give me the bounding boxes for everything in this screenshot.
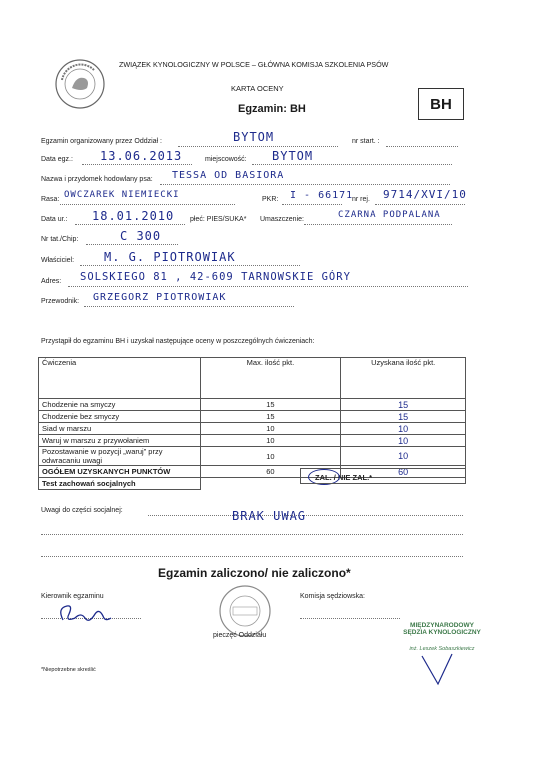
- association-logo: [54, 58, 106, 110]
- row-name: Chodzenie na smyczy: [39, 399, 201, 411]
- dob-value: 18.01.2010: [92, 209, 175, 223]
- row-max: 10: [200, 423, 341, 435]
- name-line: [160, 184, 450, 185]
- header-max: Max. ilość pkt.: [200, 358, 341, 399]
- rasa-line: [60, 204, 235, 205]
- judge-stamp-line2: SĘDZIA KYNOLOGICZNY: [403, 629, 481, 636]
- judge-stamp-line1: MIĘDZYNARODOWY: [410, 622, 474, 629]
- sex-label: płeć: PIES/SUKA*: [190, 216, 247, 223]
- row-max: 15: [200, 399, 341, 411]
- header-exercises: Ćwiczenia: [39, 358, 201, 399]
- pkr-value: I - 66171: [290, 190, 354, 201]
- social-value-text: ZAL. / NIE ZAL.*: [315, 473, 373, 482]
- owner-line: [80, 265, 300, 266]
- owner-label: Właściciel:: [41, 257, 75, 264]
- total-score: 60: [341, 466, 466, 478]
- row-name: Chodzenie bez smyczy: [39, 411, 201, 423]
- oddzial-line: [178, 146, 338, 147]
- row-score: 10: [341, 447, 466, 466]
- remarks-value: BRAK UWAG: [232, 509, 307, 523]
- coat-line: [304, 224, 452, 225]
- row-score: 15: [341, 399, 466, 411]
- nrrej-value: 9714/XVI/10: [383, 188, 467, 201]
- table-row: [39, 447, 466, 466]
- nrrej-line: [375, 204, 465, 205]
- social-label: Test zachowań socjalnych: [39, 478, 201, 490]
- address-value: SOLSKIEGO 81 , 42-609 TARNOWSKIE GÓRY: [80, 271, 351, 283]
- header-score: Uzyskana ilość pkt.: [341, 358, 466, 399]
- chip-line: [86, 244, 178, 245]
- oddzial-value: BYTOM: [233, 130, 275, 144]
- commission-label: Komisja sędziowska:: [300, 593, 365, 600]
- row-name: Waruj w marszu z przywołaniem: [39, 435, 201, 447]
- branch-stamp: [218, 584, 272, 638]
- table-row: [39, 435, 466, 447]
- leader-signature: [55, 600, 115, 630]
- chip-label: Nr tat./Chip:: [41, 236, 79, 243]
- pkr-label: PKR:: [262, 196, 279, 203]
- table-intro: Przystąpił do egzaminu BH i uzyskał następujące oceny w poszczególnych ćwiczeniach:: [41, 338, 315, 345]
- judge-signature: [418, 650, 458, 690]
- dob-line: [75, 224, 185, 225]
- dob-label: Data ur.:: [41, 216, 68, 223]
- coat-value: CZARNA PODPALANA: [338, 210, 441, 220]
- table-header-row: [39, 358, 466, 399]
- nr-start-line: [386, 146, 458, 147]
- date-value: 13.06.2013: [100, 149, 183, 163]
- table-row: [39, 411, 466, 423]
- handler-value: GRZEGORZ PIOTROWIAK: [93, 292, 227, 303]
- bh-badge: [418, 88, 464, 120]
- remarks-label: Uwagi do części socjalnej:: [41, 507, 123, 514]
- total-label: OGÓŁEM UZYSKANYCH PUNKTÓW: [39, 466, 201, 478]
- remarks-line-3: [41, 556, 463, 557]
- date-label: Data egz.:: [41, 156, 73, 163]
- judge-name: inż. Leszek Sobaszkiewicz: [409, 646, 475, 652]
- leader-label: Kierownik egzaminu: [41, 593, 104, 600]
- handler-label: Przewodnik:: [41, 298, 80, 305]
- table-row: [39, 423, 466, 435]
- rasa-value: OWCZAREK NIEMIECKI: [64, 190, 180, 200]
- table-row: [39, 399, 466, 411]
- address-line: [68, 286, 468, 287]
- row-name: Pozostawanie w pozycji „waruj” przy odwracaniu uwagi: [39, 447, 201, 466]
- chip-value: C 300: [120, 229, 162, 243]
- row-max: 10: [200, 435, 341, 447]
- result-title: Egzamin zaliczono/ nie zaliczono*: [158, 566, 351, 580]
- row-name: Siad w marszu: [39, 423, 201, 435]
- date-line: [82, 164, 192, 165]
- commission-line: [300, 618, 400, 619]
- address-label: Adres:: [41, 278, 62, 285]
- org-title: ZWIĄZEK KYNOLOGICZNY W POLSCE – GŁÓWNA KOMISJA SZKOLENIA PSÓW: [119, 60, 389, 69]
- footnote: *Niepotrzebne skreślić: [41, 667, 96, 673]
- row-max: 15: [200, 411, 341, 423]
- name-value: TESSA OD BASIORA: [172, 170, 285, 181]
- nr-start-label: nr start. :: [352, 138, 380, 145]
- row-max: 10: [200, 447, 341, 466]
- coat-label: Umaszczenie:: [260, 216, 304, 223]
- miejscowosc-label: miejscowość:: [205, 156, 247, 163]
- row-score: 10: [341, 423, 466, 435]
- row-score: 15: [341, 411, 466, 423]
- rasa-label: Rasa:: [41, 196, 60, 203]
- card-title: KARTA OCENY: [231, 84, 284, 93]
- pkr-line: [282, 204, 342, 205]
- oddzial-label: Egzamin organizowany przez Oddział :: [41, 138, 163, 145]
- name-label: Nazwa i przydomek hodowlany psa:: [41, 176, 153, 183]
- bh-badge-text: BH: [430, 95, 452, 113]
- social-box: [300, 468, 466, 484]
- owner-value: M. G. PIOTROWIAK: [104, 250, 236, 264]
- exam-title: Egzamin: BH: [238, 103, 306, 115]
- stamp-label: pieczęć Oddziału: [213, 632, 267, 639]
- total-max: 60: [200, 466, 341, 478]
- miejscowosc-value: BYTOM: [272, 149, 314, 163]
- miejscowosc-line: [252, 164, 452, 165]
- row-score: 10: [341, 435, 466, 447]
- remarks-line-2: [41, 534, 463, 535]
- nrrej-label: nr rej.: [352, 196, 370, 203]
- handler-line: [84, 306, 294, 307]
